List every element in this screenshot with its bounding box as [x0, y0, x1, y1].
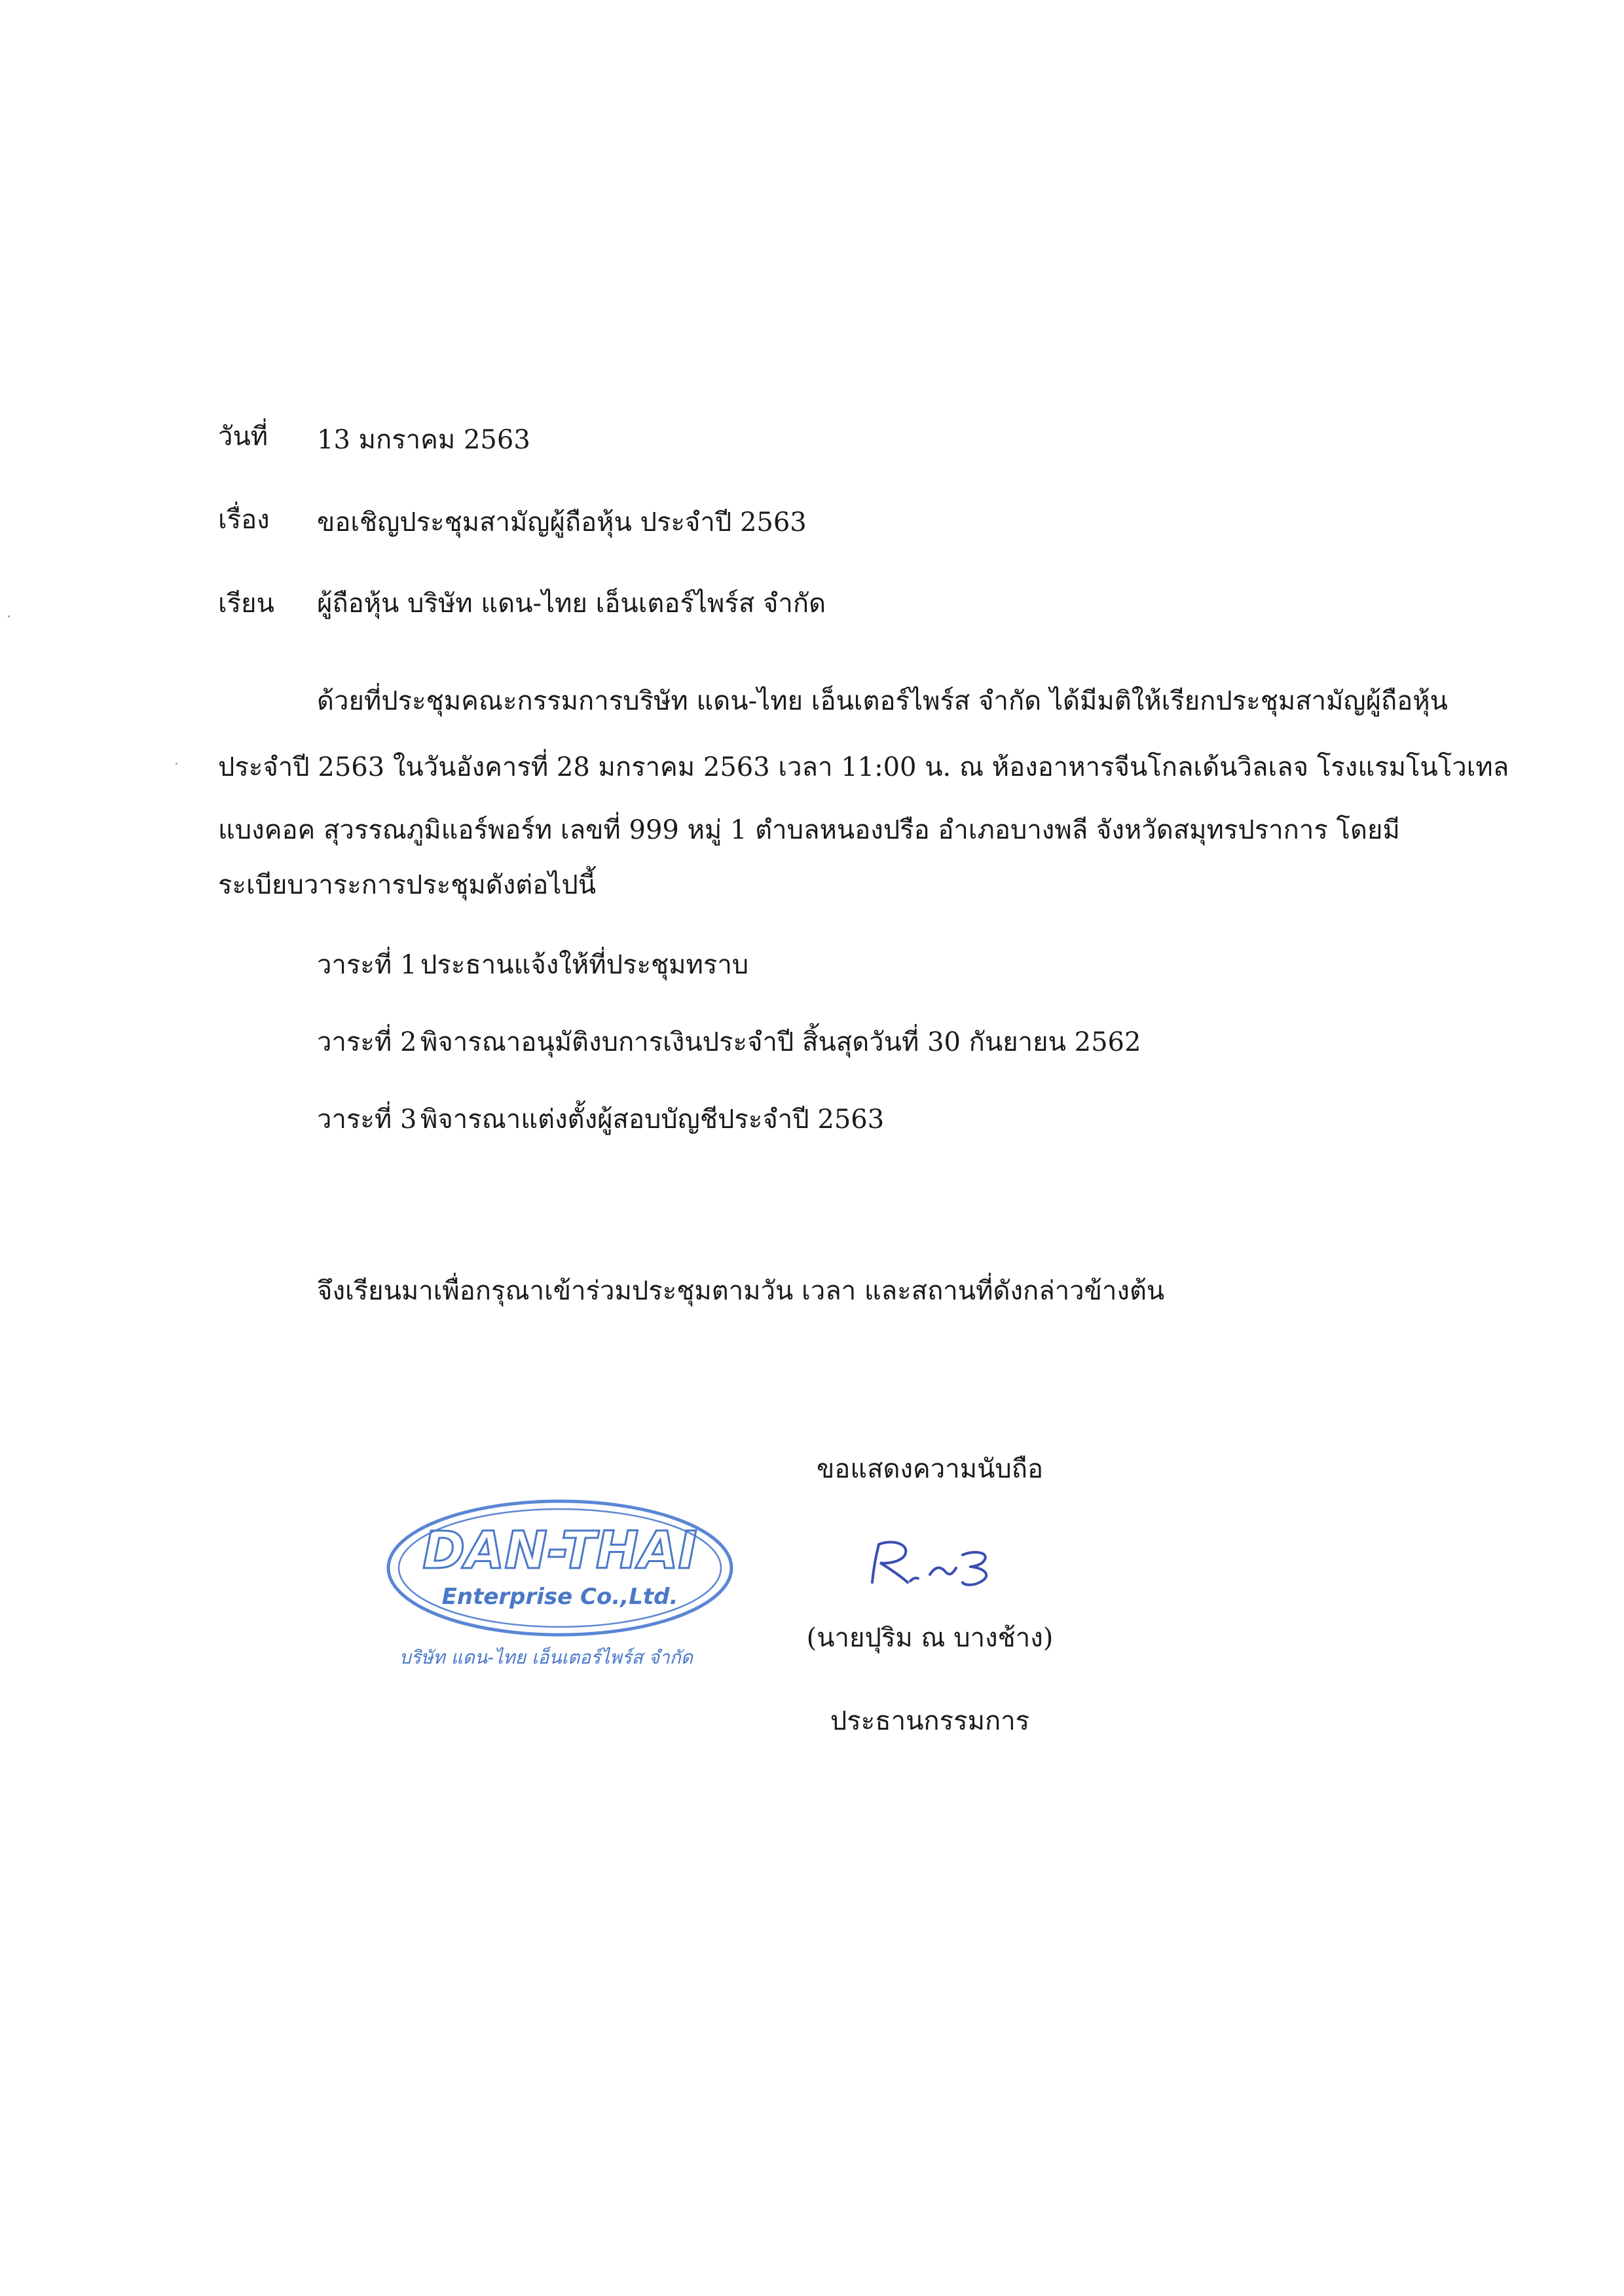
scan-speck	[175, 763, 177, 765]
to-label: เรียน	[218, 589, 274, 619]
paragraph-line-3: แบงคอค สุวรรณภูมิแอร์พอร์ท เลขที่ 999 หมู่ 1 ตำบลหนองปรือ อำเภอบางพลี จังหวัดสมุทรปราการ โดยมี	[218, 815, 1400, 845]
stamp-caption: บริษัท แดน-ไทย เอ็นเตอร์ไพร์ส จำกัด	[399, 1647, 693, 1668]
agenda-item	[317, 1104, 884, 1135]
date-value: 13 มกราคม 2563	[317, 425, 530, 455]
paragraph-line-1: ด้วยที่ประชุมคณะกรรมการบริษัท แดน-ไทย เอ็นเตอร์ไพร์ส จำกัด ได้มีมติให้เรียกประชุมสามัญผู้ถือหุ้น	[317, 686, 1448, 716]
signatory-title: ประธานกรรมการ	[830, 1706, 1030, 1736]
agenda-number: วาระที่ 1	[317, 950, 417, 980]
agenda-text: พิจารณาแต่งตั้งผู้สอบบัญชีประจำปี 2563	[420, 1104, 885, 1135]
complimentary-close: ขอแสดงความนับถือ	[816, 1454, 1044, 1484]
paragraph-line-4: ระเบียบวาระการประชุมดังต่อไปนี้	[218, 870, 597, 900]
agenda-item	[317, 1027, 1141, 1058]
agenda-number: วาระที่ 2	[317, 1027, 417, 1057]
handwritten-signature	[864, 1535, 1008, 1594]
signatory-name: (นายปุริม ณ บางช้าง)	[806, 1623, 1054, 1653]
agenda-item	[317, 949, 748, 981]
date-label: วันที่	[218, 422, 268, 452]
agenda-text: พิจารณาอนุมัติงบการเงินประจำปี สิ้นสุดวันที่ 30 กันยายน 2562	[420, 1027, 1141, 1057]
paragraph-line-2: ประจำปี 2563 ในวันอังคารที่ 28 มกราคม 2563 เวลา 11:00 น. ณ ห้องอาหารจีนโกลเด้นวิลเลจ โรงแรมโนโวเทล	[218, 752, 1509, 782]
stamp-brand: DAN-THAI	[422, 1522, 697, 1580]
agenda-text: ประธานแจ้งให้ที่ประชุมทราบ	[420, 950, 749, 980]
agenda-number: วาระที่ 3	[317, 1104, 417, 1135]
scan-speck	[8, 615, 10, 617]
subject-label: เรื่อง	[218, 505, 270, 535]
closing-line: จึงเรียนมาเพื่อกรุณาเข้าร่วมประชุมตามวัน เวลา และสถานที่ดังกล่าวข้างต้น	[317, 1276, 1165, 1306]
subject-value: ขอเชิญประชุมสามัญผู้ถือหุ้น ประจำปี 2563	[317, 507, 807, 538]
stamp-subtitle: Enterprise Co.,Ltd.	[441, 1584, 678, 1610]
to-value: ผู้ถือหุ้น บริษัท แดน-ไทย เอ็นเตอร์ไพร์ส จำกัด	[317, 589, 826, 619]
